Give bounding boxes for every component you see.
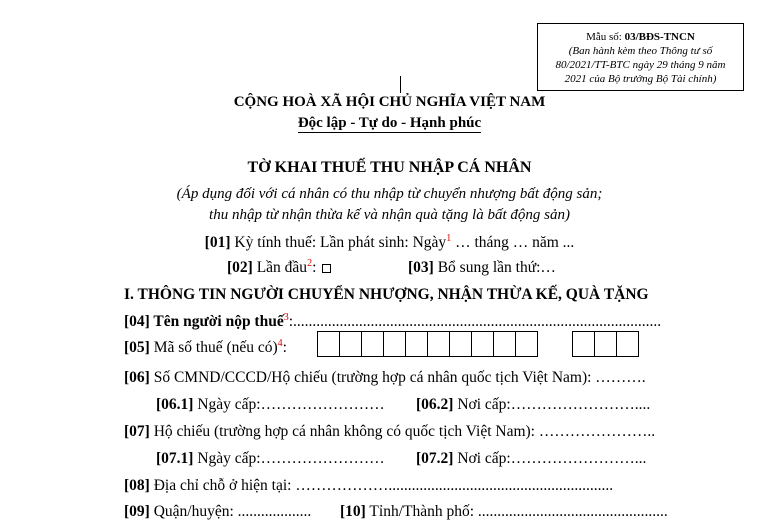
district-field[interactable]: Quận/huyện: ................... <box>149 503 312 520</box>
tax-id-digit-cell[interactable] <box>427 331 450 357</box>
field-03-label: Bổ sung lần thứ:… <box>433 259 556 276</box>
id-issue-date-field[interactable]: Ngày cấp:…………………… <box>193 396 385 413</box>
field-05-row <box>124 339 287 357</box>
field-01-code: [01] <box>204 234 231 251</box>
field-02-label: Lần đầu <box>252 259 308 276</box>
field-03-code: [03] <box>408 259 434 276</box>
tax-id-cells-group-2 <box>572 331 639 357</box>
form-code-label: Mẫu số: <box>586 31 625 43</box>
field-07-1-code: [07.1] <box>156 450 194 467</box>
nation-title: CỘNG HOÀ XÃ HỘI CHỦ NGHĨA VIỆT NAM <box>233 94 546 110</box>
field-05-colon: : <box>282 339 287 356</box>
province-field[interactable]: Tỉnh/Thành phố: ................................................. <box>365 503 668 520</box>
field-07-1-row <box>156 450 385 468</box>
tax-id-digit-cell[interactable] <box>405 331 428 357</box>
tax-id-digit-cell[interactable] <box>616 331 639 357</box>
field-04-row <box>124 313 661 331</box>
footnote-marker-1: 1 <box>446 232 452 244</box>
field-04-label: [04] Tên người nộp thuế <box>124 313 284 330</box>
text-cursor <box>400 76 401 93</box>
tax-id-digit-cell[interactable] <box>361 331 384 357</box>
form-note-line-1: (Ban hành kèm theo Thông tư số <box>568 45 713 57</box>
tax-id-digit-cell[interactable] <box>594 331 617 357</box>
tax-id-digit-cell[interactable] <box>471 331 494 357</box>
section-1-heading: I. THÔNG TIN NGƯỜI CHUYỂN NHƯỢNG, NHẬN THỪA KẾ, QUÀ TẶNG <box>124 286 649 303</box>
passport-field[interactable]: Hộ chiếu (trường hợp cá nhân không có quốc tịch Việt Nam): ………………….. <box>149 423 656 440</box>
footnote-marker-3: 3 <box>283 311 289 323</box>
field-09-code: [09] <box>124 503 150 520</box>
footnote-marker-4: 4 <box>277 337 283 349</box>
motto <box>0 115 779 132</box>
field-01-label: Kỳ tính thuế: Lần phát sinh: Ngày <box>230 234 447 251</box>
field-09-row <box>124 503 311 521</box>
tax-id-digit-cell[interactable] <box>449 331 472 357</box>
field-02-code: [02] <box>227 259 253 276</box>
id-issue-place-field[interactable]: Nơi cấp:…………………….... <box>453 396 651 413</box>
field-08-code: [08] <box>124 477 150 494</box>
field-06-1-code: [06.1] <box>156 396 194 413</box>
form-code-line <box>538 30 743 44</box>
field-07-2-code: [07.2] <box>416 450 454 467</box>
tax-id-cells-group-1 <box>317 331 538 357</box>
page-title: TỜ KHAI THUẾ THU NHẬP CÁ NHÂN <box>247 159 532 176</box>
field-01-row <box>0 234 779 252</box>
field-02-colon: : <box>312 259 317 276</box>
field-10-code: [10] <box>340 503 366 520</box>
form-code: 03/BĐS-TNCN <box>624 31 695 43</box>
form-code-box <box>537 23 744 91</box>
field-07-row <box>124 423 655 441</box>
tax-id-digit-cell[interactable] <box>572 331 595 357</box>
field-02-row <box>227 259 331 277</box>
tax-id-digit-cell[interactable] <box>339 331 362 357</box>
taxpayer-name-field[interactable]: :............................................................................................... <box>288 313 662 330</box>
tax-id-digit-cell[interactable] <box>515 331 538 357</box>
field-08-row <box>124 477 613 495</box>
form-note-line-2: 80/2021/TT-BTC ngày 29 tháng 9 năm <box>555 59 726 71</box>
field-03-row <box>408 259 556 277</box>
motto-text: Độc lập - Tự do - Hạnh phúc <box>297 115 482 131</box>
passport-issue-place-field[interactable]: Nơi cấp:……………………... <box>453 450 647 467</box>
current-address-field[interactable]: Địa chỉ chỗ ở hiện tại: ……………….......................................................... <box>149 477 614 494</box>
form-note-line-3: 2021 của Bộ trưởng Bộ Tài chính) <box>564 73 717 85</box>
field-10-row <box>340 503 668 521</box>
field-06-2-row <box>416 396 650 414</box>
title-subtitle-1: (Áp dụng đối với cá nhân có thu nhập từ chuyển nhượng bất động sản; <box>176 186 603 202</box>
field-06-code: [06] <box>124 369 150 386</box>
field-07-code: [07] <box>124 423 150 440</box>
field-06-row <box>124 369 646 387</box>
field-06-2-code: [06.2] <box>416 396 454 413</box>
field-01-rest: … tháng … năm ... <box>451 234 575 251</box>
title-subtitle-2: thu nhập từ nhận thừa kế và nhận quà tặng là bất động sản) <box>209 207 570 223</box>
field-07-2-row <box>416 450 646 468</box>
tax-id-digit-cell[interactable] <box>383 331 406 357</box>
id-number-field[interactable]: Số CMND/CCCD/Hộ chiếu (trường hợp cá nhân quốc tịch Việt Nam): ………. <box>149 369 646 386</box>
passport-issue-date-field[interactable]: Ngày cấp:…………………… <box>193 450 385 467</box>
tax-id-digit-cell[interactable] <box>317 331 340 357</box>
first-time-checkbox[interactable] <box>322 264 331 273</box>
footnote-marker-2: 2 <box>307 257 313 269</box>
field-05-label: Mã số thuế (nếu có) <box>149 339 278 356</box>
field-05-code: [05] <box>124 339 150 356</box>
tax-id-digit-cell[interactable] <box>493 331 516 357</box>
field-06-1-row <box>156 396 385 414</box>
